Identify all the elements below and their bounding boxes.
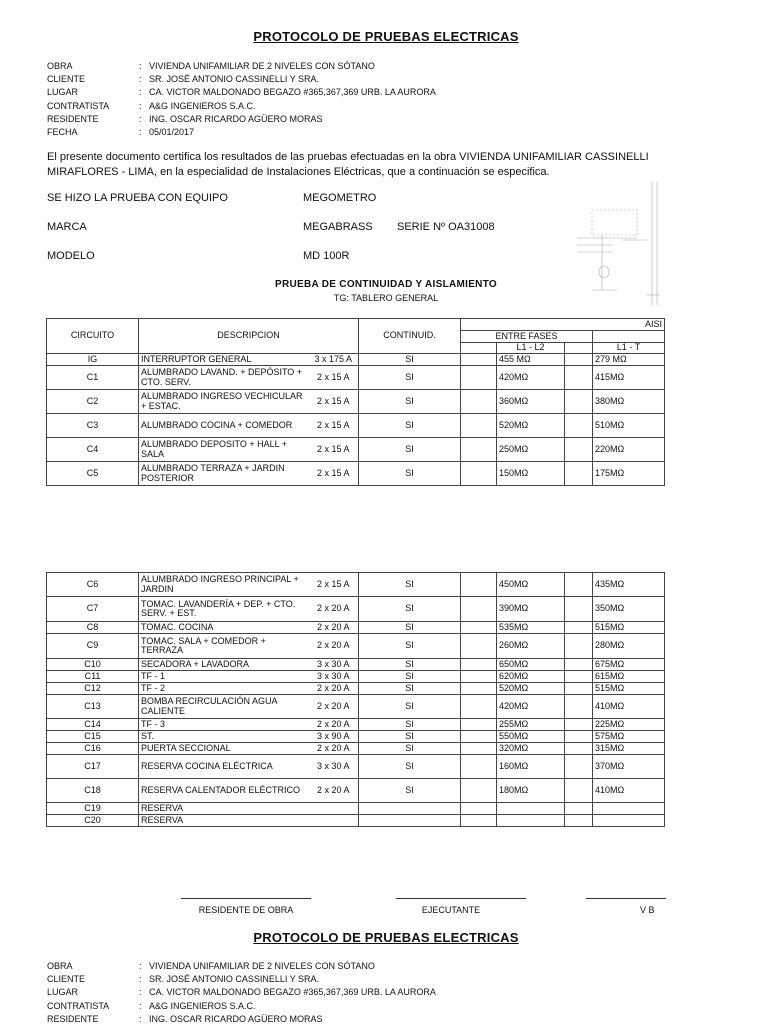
table-row: C13 BOMBA RECIRCULACIÓN AGUA CALIENTE 2 x 20 A SI 420MΩ 410MΩ (47, 695, 665, 719)
project-info: OBRA : VIVIENDA UNIFAMILIAR DE 2 NIVELES CON SÓTANO CLIENTE : SR. JOSÉ ANTONIO CASSINELLI Y SRA. LUGAR : CA. VICTOR MALDONADO BEGAZO #365,367,369 URB. LA AURORA CONTRATISTA : A&G INGENIEROS S.A.C. RESIDENTE : ING. OSCAR RICARDO AGÜERO MORAS FECHA : 05/01/2017 (47, 60, 436, 139)
table-row: C1 ALUMBRADO LAVAND. + DEPÓSITO + CTO. SERV. 2 x 15 A SI 420MΩ 415MΩ (47, 366, 665, 390)
table-row: C11 TF - 1 3 x 30 A SI 620MΩ 615MΩ (47, 671, 665, 683)
table-row: C8 TOMAC. COCINA 2 x 20 A SI 535MΩ 515MΩ (47, 622, 665, 634)
results-table-part2 (46, 572, 665, 827)
equipment-model-label: MODELO (47, 250, 95, 262)
signature-line-vb (586, 898, 666, 899)
header-descripcion: DESCRIPCION (139, 319, 359, 354)
meta-value-lugar: CA. VICTOR MALDONADO BEGAZO #365,367,369 URB. LA AURORA (149, 87, 436, 98)
header-aislamiento: AISI (461, 319, 665, 331)
meta-key-contratista: CONTRATISTA (47, 100, 110, 111)
meta-key-cliente: CLIENTE (47, 74, 86, 85)
section-subtitle: TG: TABLERO GENERAL (333, 293, 439, 303)
table-row: C6 ALUMBRADO INGRESO PRINCIPAL + JARDIN 2 x 15 A SI 450MΩ 435MΩ (47, 573, 665, 597)
table-row: IG INTERRUPTOR GENERAL 3 x 175 A SI 455 MΩ 279 MΩ (47, 354, 665, 366)
signature-resident-label: RESIDENTE DE OBRA (198, 905, 294, 915)
header-entre-fases: ENTRE FASES (461, 331, 593, 343)
results-table-part1 (46, 318, 665, 486)
equipment-brand-label: MARCA (47, 221, 87, 233)
table-row: C9 TOMAC. SALA + COMEDOR + TERRAZA 2 x 20 A SI 260MΩ 280MΩ (47, 634, 665, 659)
header-l1-l2: L1 - L2 (497, 343, 565, 354)
table-row: C3 ALUMBRADO COCINA + COMEDOR 2 x 15 A SI 520MΩ 510MΩ (47, 414, 665, 438)
signature-line-executor (396, 898, 526, 899)
document-title-page2: PROTOCOLO DE PRUEBAS ELECTRICAS (253, 930, 519, 945)
table-row: C4 ALUMBRADO DEPOSITO + HALL + SALA 2 x 15 A SI 250MΩ 220MΩ (47, 438, 665, 462)
table-row: C20 RESERVA (47, 815, 665, 827)
meta-value-fecha: 05/01/2017 (149, 126, 195, 137)
meta-key-obra: OBRA (47, 61, 73, 71)
table-row: C2 ALUMBRADO INGRESO VECHICULAR + ESTAC. 2 x 15 A SI 360MΩ 380MΩ (47, 390, 665, 414)
table-row: C10 SECADORA + LAVADORA 3 x 30 A SI 650MΩ 675MΩ (47, 659, 665, 671)
certification-paragraph: El presente documento certifica los resultados de las pruebas efectuadas en la obra VIVIENDA UNIFAMILIAR CASSINELLI MIRAFLORES - LIMA, en la especialidad de Instalaciones Eléctricas, que a continuación se especifica. (47, 151, 649, 178)
meta-value-obra: VIVIENDA UNIFAMILIAR DE 2 NIVELES CON SÓTANO (149, 61, 375, 71)
table-row: C15 ST. 3 x 90 A SI 550MΩ 575MΩ (47, 731, 665, 743)
signature-executor-label: EJECUTANTE (421, 905, 481, 915)
meta-value-residente: ING. OSCAR RICARDO AGÜERO MORAS (149, 113, 323, 124)
meta-value-cliente: SR. JOSÉ ANTONIO CASSINELLI Y SRA. (149, 74, 320, 85)
meta-value-contratista: A&G INGENIEROS S.A.C. (149, 100, 256, 111)
equipment-brand-value: MEGABRASS (303, 221, 373, 233)
table-row: C17 RESERVA COCINA ELÉCTRICA 3 x 30 A SI 160MΩ 370MΩ (47, 755, 665, 779)
schematic-diagram-image (572, 180, 662, 310)
table-row: C12 TF - 2 2 x 20 A SI 520MΩ 515MΩ (47, 683, 665, 695)
equipment-test-label: SE HIZO LA PRUEBA CON EQUIPO (47, 192, 228, 204)
meta-key-residente: RESIDENTE (47, 113, 99, 124)
table-row: C7 TOMAC. LAVANDERÍA + DEP. + CTO. SERV. + EST. 2 x 20 A SI 390MΩ 350MΩ (47, 597, 665, 622)
table-row: C14 TF - 3 2 x 20 A SI 255MΩ 225MΩ (47, 719, 665, 731)
table-row: C18 RESERVA CALENTADOR ELÉCTRICO 2 x 20 A SI 180MΩ 410MΩ (47, 779, 665, 803)
project-info-page2: OBRA : VIVIENDA UNIFAMILIAR DE 2 NIVELES CON SÓTANO CLIENTE : SR. JOSÉ ANTONIO CASSINELLI Y SRA. LUGAR : CA. VICTOR MALDONADO BEGAZO #365,367,369 URB. LA AURORA CONTRATISTA : A&G INGENIEROS S.A.C. RESIDENTE : ING. OSCAR RICARDO AGÜERO MORAS (47, 961, 436, 1024)
document-title: PROTOCOLO DE PRUEBAS ELECTRICAS (253, 29, 519, 44)
header-circuito: CIRCUITO (47, 319, 139, 354)
equipment-serial: SERIE Nº OA31008 (397, 221, 495, 233)
table-row: C19 RESERVA (47, 803, 665, 815)
section-title: PRUEBA DE CONTINUIDAD Y AISLAMIENTO (275, 279, 497, 290)
header-continuidad: CONTINUID. (359, 319, 461, 354)
table-row: C5 ALUMBRADO TERRAZA + JARDIN POSTERIOR 2 x 15 A SI 150MΩ 175MΩ (47, 462, 665, 486)
equipment-model-value: MD 100R (303, 250, 350, 262)
table-row: C16 PUERTA SECCIONAL 2 x 20 A SI 320MΩ 315MΩ (47, 743, 665, 755)
equipment-test-value: MEGOMETRO (303, 192, 377, 204)
meta-key-fecha: FECHA (47, 126, 78, 137)
meta-key-lugar: LUGAR (47, 87, 79, 98)
signature-vb-label: V B (640, 905, 655, 915)
header-l1-t: L1 - T (593, 343, 665, 354)
signature-line-resident (181, 898, 311, 899)
